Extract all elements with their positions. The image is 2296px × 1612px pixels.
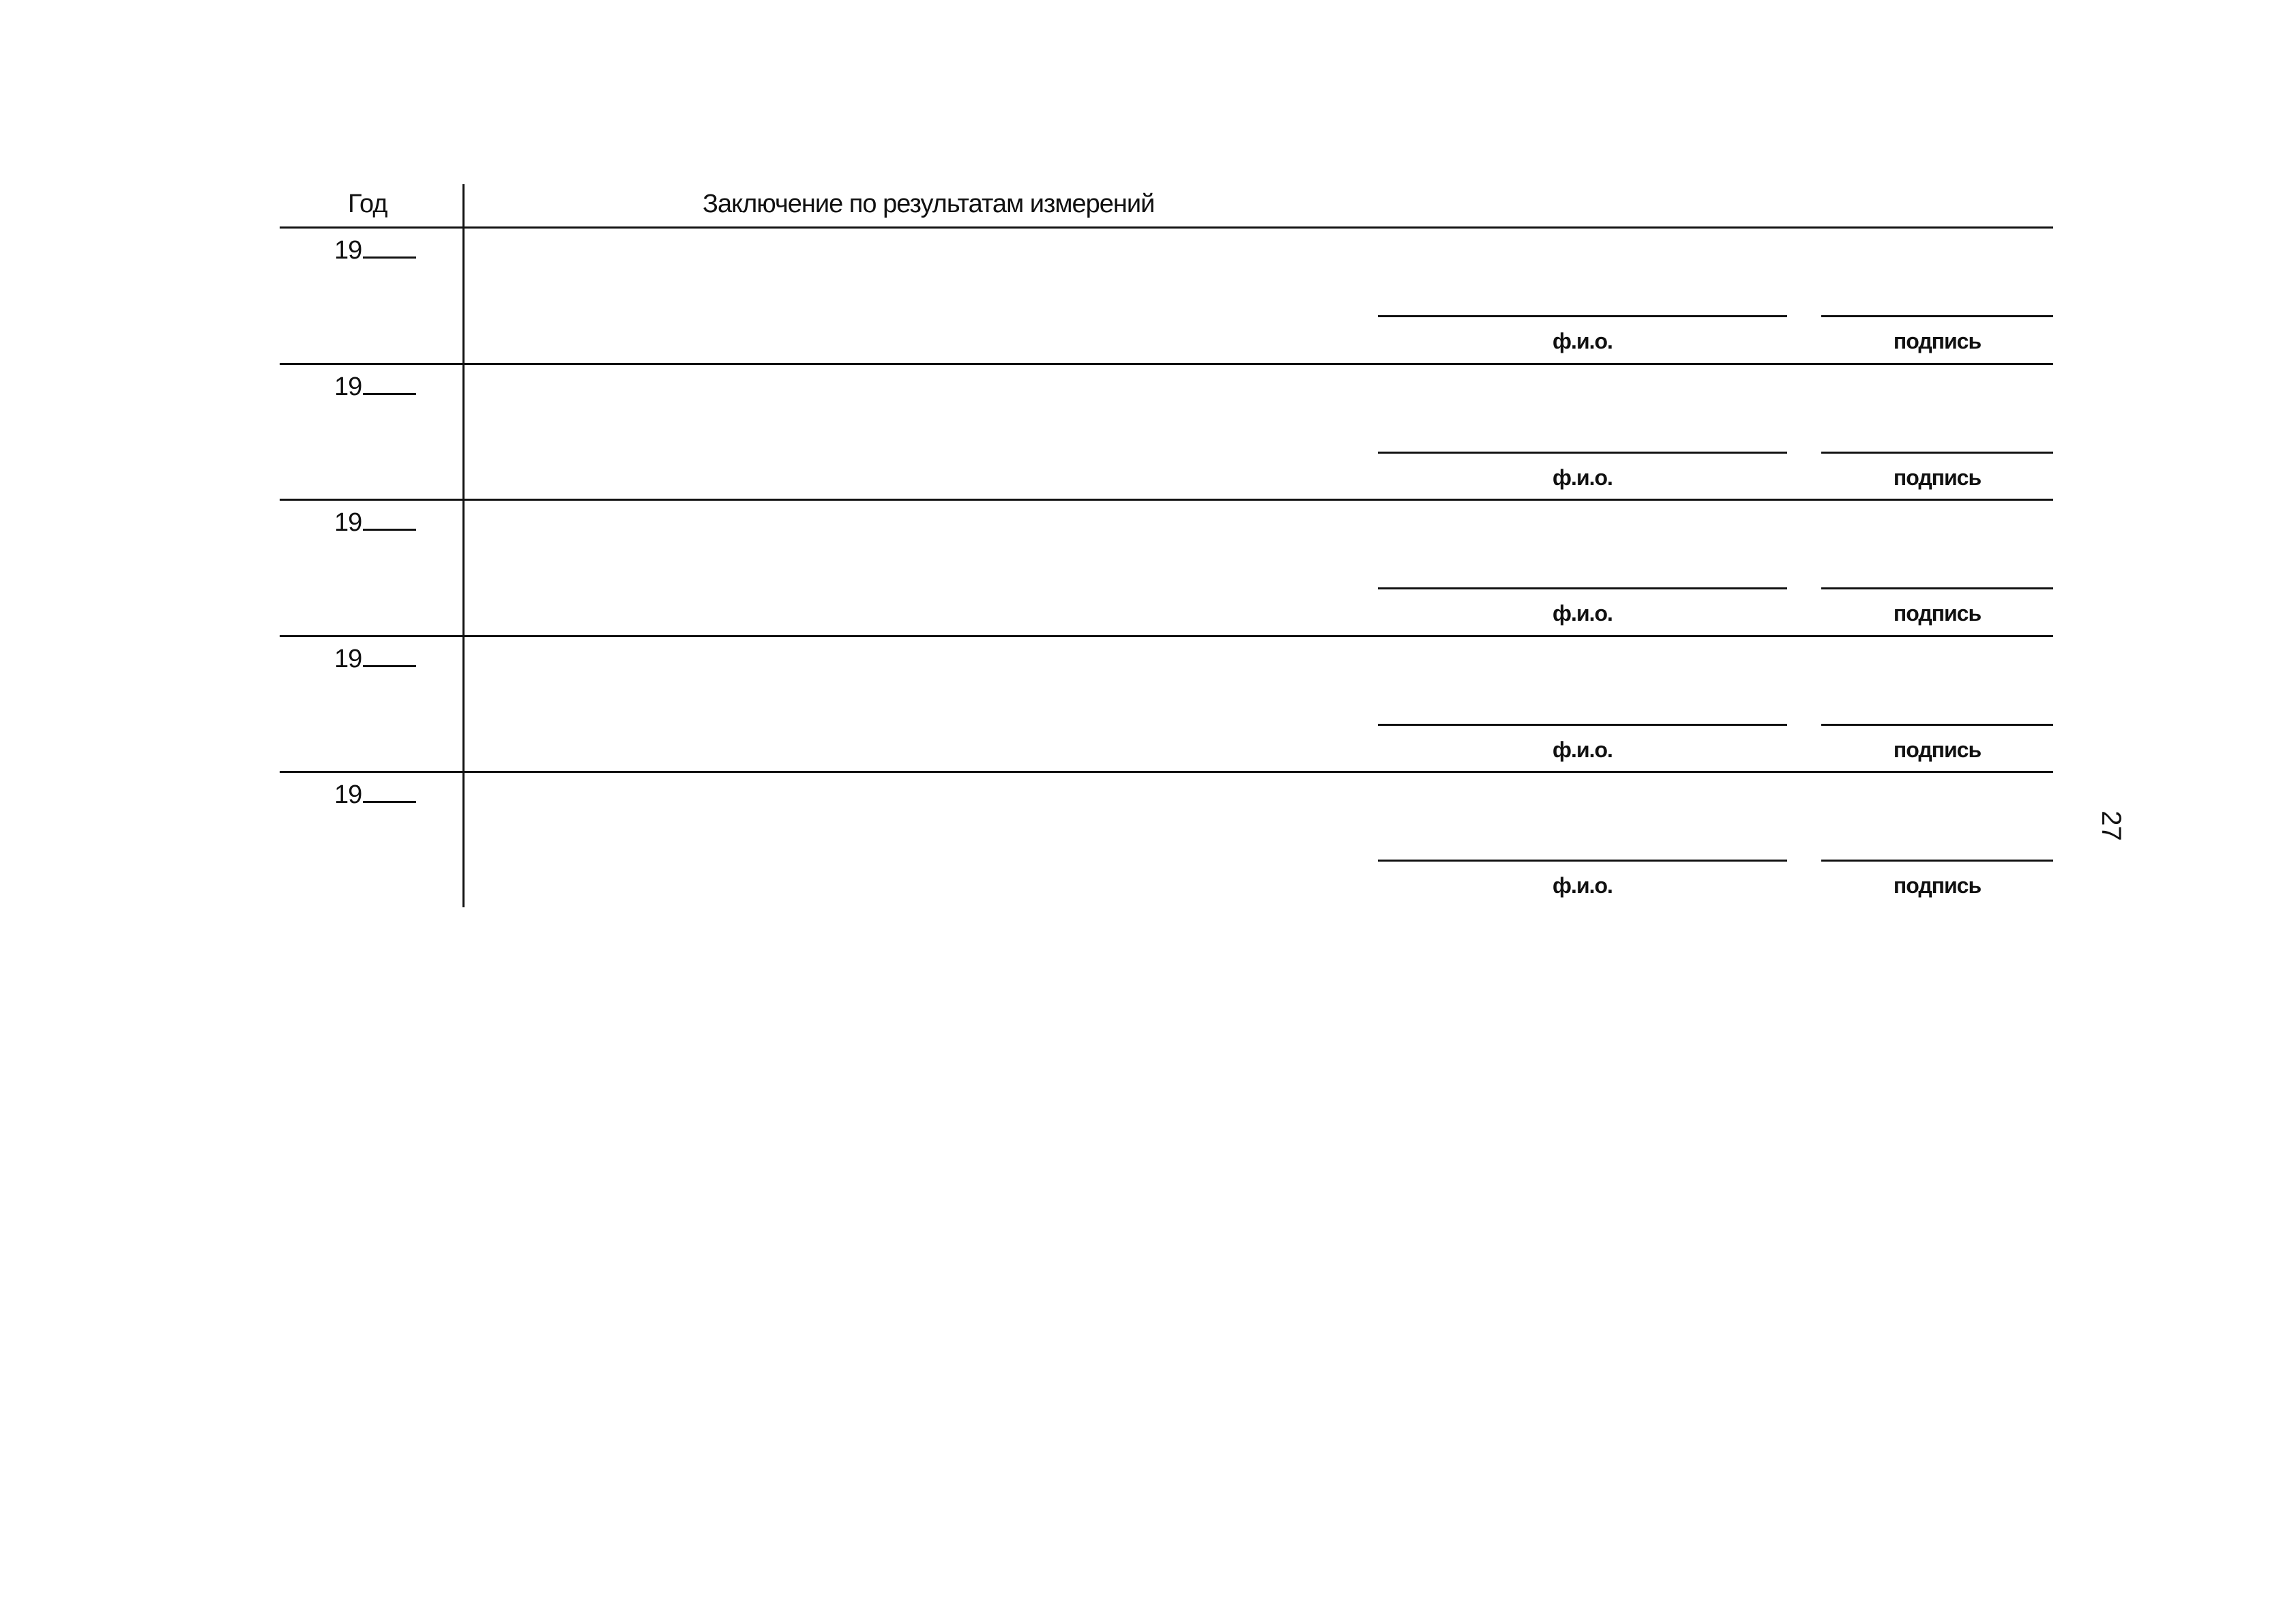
signature-field-line[interactable] — [1821, 587, 2053, 589]
signature-field-label: подпись — [1893, 465, 1982, 490]
name-field-line[interactable] — [1378, 860, 1787, 862]
measurement-conclusion-table — [280, 184, 2053, 907]
page-number: 27 — [2095, 810, 2126, 841]
name-field-label: ф.и.о. — [1552, 737, 1613, 762]
table-row — [280, 636, 2053, 772]
table-row — [280, 364, 2053, 500]
signature-field-label: подпись — [1893, 737, 1982, 762]
conclusion-column-header: Заключение по результатам измерений — [703, 190, 1155, 218]
year-blank-line — [363, 529, 416, 531]
name-field-label: ф.и.о. — [1552, 465, 1613, 490]
signature-field-line[interactable] — [1821, 724, 2053, 726]
year-column-header: Год — [348, 190, 387, 218]
name-field-line[interactable] — [1378, 452, 1787, 454]
signature-field-label: подпись — [1893, 329, 1982, 353]
name-field-label: ф.и.о. — [1552, 329, 1613, 353]
table-row — [280, 228, 2053, 364]
year-cell: 19 — [334, 780, 416, 810]
year-cell: 19 — [334, 645, 416, 674]
table-row — [280, 772, 2053, 908]
year-blank-line — [363, 257, 416, 259]
name-field-label: ф.и.о. — [1552, 873, 1613, 898]
signature-field-line[interactable] — [1821, 452, 2053, 454]
year-blank-line — [363, 393, 416, 395]
signature-field-line[interactable] — [1821, 860, 2053, 862]
signature-field-label: подпись — [1893, 601, 1982, 626]
signature-field-label: подпись — [1893, 873, 1982, 898]
table-row — [280, 500, 2053, 636]
name-field-label: ф.и.о. — [1552, 601, 1613, 626]
name-field-line[interactable] — [1378, 315, 1787, 317]
signature-field-line[interactable] — [1821, 315, 2053, 317]
year-cell: 19 — [334, 236, 416, 265]
year-blank-line — [363, 665, 416, 667]
year-cell: 19 — [334, 372, 416, 402]
year-blank-line — [363, 801, 416, 803]
name-field-line[interactable] — [1378, 587, 1787, 589]
year-cell: 19 — [334, 508, 416, 538]
name-field-line[interactable] — [1378, 724, 1787, 726]
